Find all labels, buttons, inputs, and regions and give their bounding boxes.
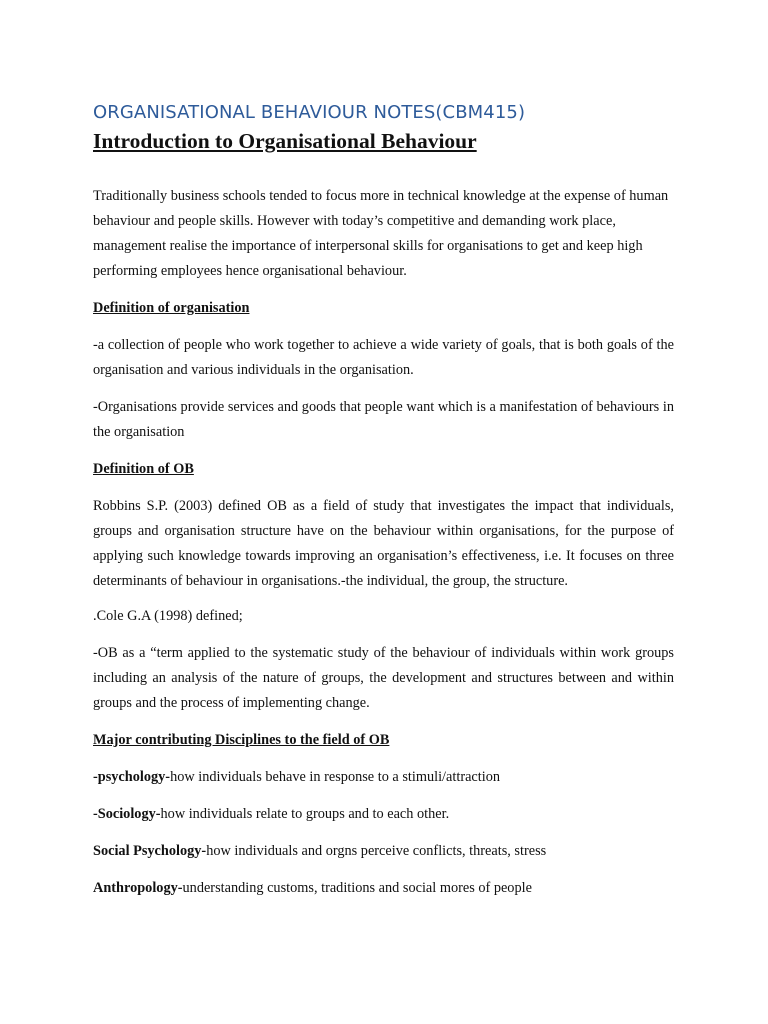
organisation-definition-1: -a collection of people who work together to achieve a wide variety of goals, that is both goals of the organisation and various individuals in the organisation. [93, 337, 674, 378]
disciplines-heading: Major contributing Disciplines to the field of OB [93, 732, 390, 748]
course-title: ORGANISATIONAL BEHAVIOUR NOTES(CBM415) [93, 102, 526, 123]
discipline-description: how individuals and orgns perceive conflicts, threats, stress [206, 843, 547, 859]
discipline-item [93, 765, 674, 790]
robbins-definition: Robbins S.P. (2003) defined OB as a field of study that investigates the impact that individuals, groups and organisation structure have on the behaviour within organisations, for the purpose of applying such knowledge towards improving an organisation’s effectiveness, i.e. It focuses on three determinants of behaviour in organisations.-the individual, the group, the structure. [93, 498, 674, 589]
cole-definition: -OB as a “term applied to the systematic study of the behaviour of individuals within work groups including an analysis of the nature of groups, the development and structures between and within groups and the process of implementing change. [93, 645, 674, 711]
document-title: Introduction to Organisational Behaviour [93, 129, 477, 153]
document-body [93, 100, 674, 901]
organisation-definition-2: -Organisations provide services and goods that people want which is a manifestation of behaviours in the organisation [93, 399, 674, 440]
discipline-item [93, 839, 674, 864]
discipline-term: Anthropology- [93, 880, 183, 896]
discipline-item [93, 876, 674, 901]
discipline-description: how individuals behave in response to a stimuli/attraction [170, 769, 501, 785]
intro-paragraph: Traditionally business schools tended to focus more in technical knowledge at the expense of human behaviour and people skills. However with today’s competitive and demanding work place, management realise the importance of interpersonal skills for organisations to get and keep high performing employees hence organisational behaviour. [93, 188, 669, 279]
discipline-description: understanding customs, traditions and social mores of people [182, 880, 532, 896]
discipline-description: how individuals relate to groups and to each other. [160, 806, 450, 822]
definition-of-organisation-heading: Definition of organisation [93, 300, 250, 316]
discipline-term: -Sociology- [93, 806, 161, 822]
discipline-item [93, 802, 674, 827]
cole-definition-intro: .Cole G.A (1998) defined; [93, 608, 243, 624]
definition-of-ob-heading: Definition of OB [93, 461, 194, 477]
discipline-term: Social Psychology- [93, 843, 207, 859]
discipline-term: -psychology- [93, 769, 171, 785]
